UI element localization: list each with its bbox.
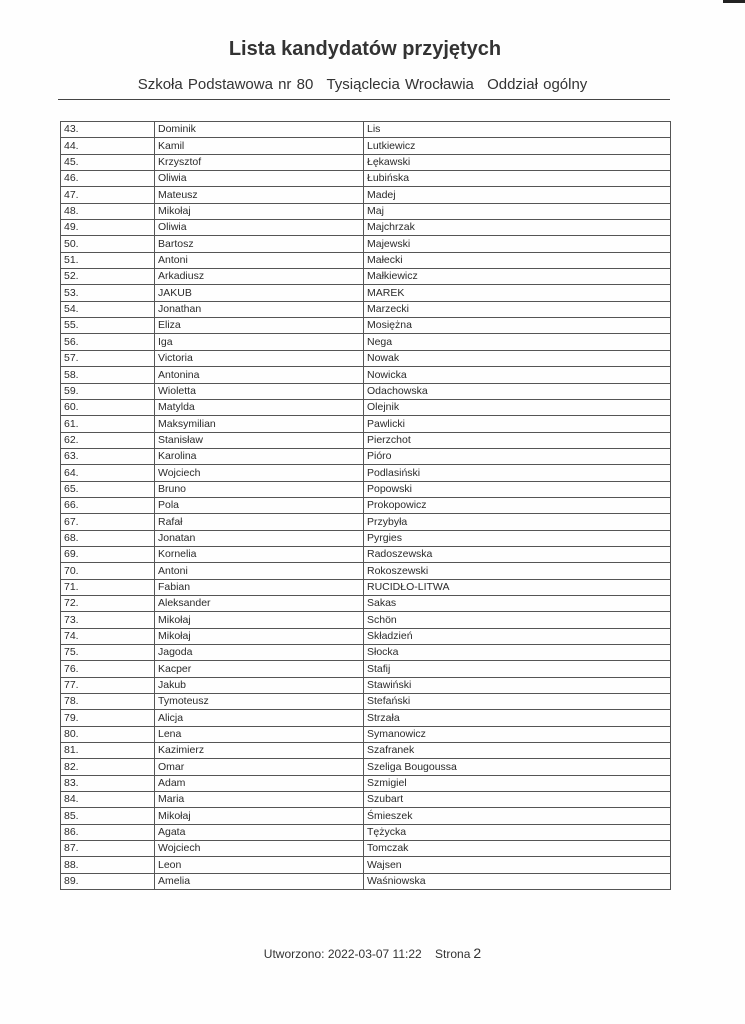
first-name-cell: Amelia bbox=[155, 873, 364, 889]
first-name-cell: Aleksander bbox=[155, 595, 364, 611]
first-name-cell: Victoria bbox=[155, 350, 364, 366]
table-row bbox=[61, 318, 671, 334]
last-name-cell: Waśniowska bbox=[364, 873, 671, 889]
last-name-cell: Popowski bbox=[364, 481, 671, 497]
table-row bbox=[61, 677, 671, 693]
table-row bbox=[61, 710, 671, 726]
row-number-cell: 66. bbox=[61, 497, 155, 513]
table-row bbox=[61, 301, 671, 317]
last-name-cell: Marzecki bbox=[364, 301, 671, 317]
last-name-cell: Stafij bbox=[364, 661, 671, 677]
page-footer bbox=[0, 945, 745, 961]
row-number-cell: 81. bbox=[61, 743, 155, 759]
last-name-cell: Pióro bbox=[364, 448, 671, 464]
first-name-cell: Agata bbox=[155, 824, 364, 840]
last-name-cell: Schön bbox=[364, 612, 671, 628]
table-row bbox=[61, 187, 671, 203]
candidates-table-body bbox=[61, 122, 671, 890]
page-label: Strona bbox=[435, 947, 471, 961]
row-number-cell: 86. bbox=[61, 824, 155, 840]
row-number-cell: 56. bbox=[61, 334, 155, 350]
first-name-cell: Mikołaj bbox=[155, 808, 364, 824]
row-number-cell: 68. bbox=[61, 530, 155, 546]
last-name-cell: Małecki bbox=[364, 252, 671, 268]
table-row bbox=[61, 399, 671, 415]
row-number-cell: 59. bbox=[61, 383, 155, 399]
table-row bbox=[61, 661, 671, 677]
row-number-cell: 43. bbox=[61, 122, 155, 138]
row-number-cell: 85. bbox=[61, 808, 155, 824]
first-name-cell: Iga bbox=[155, 334, 364, 350]
first-name-cell: Omar bbox=[155, 759, 364, 775]
first-name-cell: Tymoteusz bbox=[155, 694, 364, 710]
first-name-cell: Leon bbox=[155, 857, 364, 873]
table-row bbox=[61, 122, 671, 138]
last-name-cell: Nowicka bbox=[364, 367, 671, 383]
last-name-cell: Tężycka bbox=[364, 824, 671, 840]
table-row bbox=[61, 759, 671, 775]
row-number-cell: 78. bbox=[61, 694, 155, 710]
subtitle bbox=[0, 76, 725, 93]
first-name-cell: Lena bbox=[155, 726, 364, 742]
row-number-cell: 62. bbox=[61, 432, 155, 448]
row-number-cell: 64. bbox=[61, 465, 155, 481]
row-number-cell: 44. bbox=[61, 138, 155, 154]
first-name-cell: Bruno bbox=[155, 481, 364, 497]
last-name-cell: Mosiężna bbox=[364, 318, 671, 334]
row-number-cell: 72. bbox=[61, 595, 155, 611]
last-name-cell: Stefański bbox=[364, 694, 671, 710]
last-name-cell: Symanowicz bbox=[364, 726, 671, 742]
last-name-cell: Stawiński bbox=[364, 677, 671, 693]
row-number-cell: 51. bbox=[61, 252, 155, 268]
school-name: Szkoła Podstawowa nr 80 bbox=[137, 76, 314, 93]
table-row bbox=[61, 416, 671, 432]
table-row bbox=[61, 726, 671, 742]
table-row bbox=[61, 252, 671, 268]
first-name-cell: Jonatan bbox=[155, 530, 364, 546]
row-number-cell: 73. bbox=[61, 612, 155, 628]
last-name-cell: Przybyła bbox=[364, 514, 671, 530]
row-number-cell: 55. bbox=[61, 318, 155, 334]
row-number-cell: 67. bbox=[61, 514, 155, 530]
first-name-cell: Jakub bbox=[155, 677, 364, 693]
first-name-cell: Maria bbox=[155, 792, 364, 808]
page-number: 2 bbox=[473, 945, 482, 961]
last-name-cell: Składzień bbox=[364, 628, 671, 644]
row-number-cell: 46. bbox=[61, 171, 155, 187]
last-name-cell: RUCIDŁO-LITWA bbox=[364, 579, 671, 595]
last-name-cell: Radoszewska bbox=[364, 546, 671, 562]
first-name-cell: Kazimierz bbox=[155, 743, 364, 759]
last-name-cell: Madej bbox=[364, 187, 671, 203]
table-row bbox=[61, 203, 671, 219]
first-name-cell: Karolina bbox=[155, 448, 364, 464]
last-name-cell: Pyrgies bbox=[364, 530, 671, 546]
first-name-cell: Mikołaj bbox=[155, 203, 364, 219]
last-name-cell: Odachowska bbox=[364, 383, 671, 399]
first-name-cell: Arkadiusz bbox=[155, 269, 364, 285]
scan-corner-mark bbox=[723, 0, 745, 3]
table-row bbox=[61, 563, 671, 579]
row-number-cell: 45. bbox=[61, 154, 155, 170]
school-street: Tysiąclecia Wrocławia bbox=[326, 76, 474, 93]
table-row bbox=[61, 873, 671, 889]
candidates-table bbox=[60, 121, 671, 890]
last-name-cell: Pawlicki bbox=[364, 416, 671, 432]
last-name-cell: Łękawski bbox=[364, 154, 671, 170]
first-name-cell: Matylda bbox=[155, 399, 364, 415]
first-name-cell: Wioletta bbox=[155, 383, 364, 399]
last-name-cell: Szeliga Bougoussa bbox=[364, 759, 671, 775]
last-name-cell: Sakas bbox=[364, 595, 671, 611]
row-number-cell: 53. bbox=[61, 285, 155, 301]
last-name-cell: Rokoszewski bbox=[364, 563, 671, 579]
table-row bbox=[61, 694, 671, 710]
first-name-cell: Kornelia bbox=[155, 546, 364, 562]
last-name-cell: Nowak bbox=[364, 350, 671, 366]
row-number-cell: 77. bbox=[61, 677, 155, 693]
last-name-cell: Prokopowicz bbox=[364, 497, 671, 513]
table-row bbox=[61, 514, 671, 530]
row-number-cell: 65. bbox=[61, 481, 155, 497]
row-number-cell: 69. bbox=[61, 546, 155, 562]
first-name-cell: Maksymilian bbox=[155, 416, 364, 432]
last-name-cell: Majewski bbox=[364, 236, 671, 252]
row-number-cell: 47. bbox=[61, 187, 155, 203]
division-name: Oddział ogólny bbox=[487, 76, 588, 93]
row-number-cell: 54. bbox=[61, 301, 155, 317]
table-row bbox=[61, 824, 671, 840]
first-name-cell: Antonina bbox=[155, 367, 364, 383]
first-name-cell: Krzysztof bbox=[155, 154, 364, 170]
last-name-cell: Nega bbox=[364, 334, 671, 350]
first-name-cell: Kamil bbox=[155, 138, 364, 154]
first-name-cell: Kacper bbox=[155, 661, 364, 677]
row-number-cell: 70. bbox=[61, 563, 155, 579]
last-name-cell: Wajsen bbox=[364, 857, 671, 873]
row-number-cell: 63. bbox=[61, 448, 155, 464]
last-name-cell: Szmigiel bbox=[364, 775, 671, 791]
row-number-cell: 87. bbox=[61, 841, 155, 857]
first-name-cell: Jagoda bbox=[155, 645, 364, 661]
first-name-cell: Antoni bbox=[155, 252, 364, 268]
last-name-cell: Lutkiewicz bbox=[364, 138, 671, 154]
last-name-cell: Słocka bbox=[364, 645, 671, 661]
last-name-cell: Małkiewicz bbox=[364, 269, 671, 285]
table-row bbox=[61, 367, 671, 383]
table-row bbox=[61, 236, 671, 252]
row-number-cell: 74. bbox=[61, 628, 155, 644]
header-divider bbox=[58, 99, 670, 100]
last-name-cell: MAREK bbox=[364, 285, 671, 301]
first-name-cell: Mikołaj bbox=[155, 612, 364, 628]
first-name-cell: Mateusz bbox=[155, 187, 364, 203]
table-row bbox=[61, 579, 671, 595]
table-row bbox=[61, 546, 671, 562]
last-name-cell: Śmieszek bbox=[364, 808, 671, 824]
first-name-cell: Wojciech bbox=[155, 841, 364, 857]
last-name-cell: Lis bbox=[364, 122, 671, 138]
table-row bbox=[61, 628, 671, 644]
table-row bbox=[61, 857, 671, 873]
last-name-cell: Podlasiński bbox=[364, 465, 671, 481]
last-name-cell: Tomczak bbox=[364, 841, 671, 857]
first-name-cell: Eliza bbox=[155, 318, 364, 334]
table-row bbox=[61, 220, 671, 236]
row-number-cell: 57. bbox=[61, 350, 155, 366]
table-row bbox=[61, 269, 671, 285]
table-row bbox=[61, 595, 671, 611]
first-name-cell: Rafał bbox=[155, 514, 364, 530]
row-number-cell: 79. bbox=[61, 710, 155, 726]
row-number-cell: 76. bbox=[61, 661, 155, 677]
row-number-cell: 75. bbox=[61, 645, 155, 661]
table-row bbox=[61, 171, 671, 187]
last-name-cell: Olejnik bbox=[364, 399, 671, 415]
first-name-cell: Wojciech bbox=[155, 465, 364, 481]
table-row bbox=[61, 383, 671, 399]
last-name-cell: Maj bbox=[364, 203, 671, 219]
first-name-cell: JAKUB bbox=[155, 285, 364, 301]
first-name-cell: Pola bbox=[155, 497, 364, 513]
row-number-cell: 83. bbox=[61, 775, 155, 791]
last-name-cell: Strzała bbox=[364, 710, 671, 726]
first-name-cell: Alicja bbox=[155, 710, 364, 726]
table-row bbox=[61, 612, 671, 628]
table-row bbox=[61, 792, 671, 808]
row-number-cell: 52. bbox=[61, 269, 155, 285]
row-number-cell: 88. bbox=[61, 857, 155, 873]
table-row bbox=[61, 465, 671, 481]
table-row bbox=[61, 285, 671, 301]
row-number-cell: 84. bbox=[61, 792, 155, 808]
first-name-cell: Mikołaj bbox=[155, 628, 364, 644]
table-row bbox=[61, 841, 671, 857]
first-name-cell: Adam bbox=[155, 775, 364, 791]
table-row bbox=[61, 432, 671, 448]
last-name-cell: Szafranek bbox=[364, 743, 671, 759]
table-row bbox=[61, 448, 671, 464]
last-name-cell: Pierzchot bbox=[364, 432, 671, 448]
first-name-cell: Oliwia bbox=[155, 220, 364, 236]
first-name-cell: Jonathan bbox=[155, 301, 364, 317]
table-row bbox=[61, 775, 671, 791]
row-number-cell: 49. bbox=[61, 220, 155, 236]
row-number-cell: 58. bbox=[61, 367, 155, 383]
row-number-cell: 80. bbox=[61, 726, 155, 742]
row-number-cell: 60. bbox=[61, 399, 155, 415]
last-name-cell: Łubińska bbox=[364, 171, 671, 187]
table-row bbox=[61, 530, 671, 546]
last-name-cell: Szubart bbox=[364, 792, 671, 808]
page-title: Lista kandydatów przyjętych bbox=[228, 38, 502, 60]
first-name-cell: Stanisław bbox=[155, 432, 364, 448]
row-number-cell: 71. bbox=[61, 579, 155, 595]
first-name-cell: Dominik bbox=[155, 122, 364, 138]
first-name-cell: Bartosz bbox=[155, 236, 364, 252]
table-row bbox=[61, 497, 671, 513]
last-name-cell: Majchrzak bbox=[364, 220, 671, 236]
first-name-cell: Fabian bbox=[155, 579, 364, 595]
first-name-cell: Antoni bbox=[155, 563, 364, 579]
table-row bbox=[61, 154, 671, 170]
table-row bbox=[61, 743, 671, 759]
first-name-cell: Oliwia bbox=[155, 171, 364, 187]
table-row bbox=[61, 808, 671, 824]
row-number-cell: 48. bbox=[61, 203, 155, 219]
table-row bbox=[61, 481, 671, 497]
row-number-cell: 61. bbox=[61, 416, 155, 432]
row-number-cell: 82. bbox=[61, 759, 155, 775]
table-row bbox=[61, 334, 671, 350]
row-number-cell: 50. bbox=[61, 236, 155, 252]
table-row bbox=[61, 138, 671, 154]
created-timestamp: Utworzono: 2022-03-07 11:22 bbox=[263, 947, 422, 961]
table-row bbox=[61, 350, 671, 366]
row-number-cell: 89. bbox=[61, 873, 155, 889]
table-row bbox=[61, 645, 671, 661]
